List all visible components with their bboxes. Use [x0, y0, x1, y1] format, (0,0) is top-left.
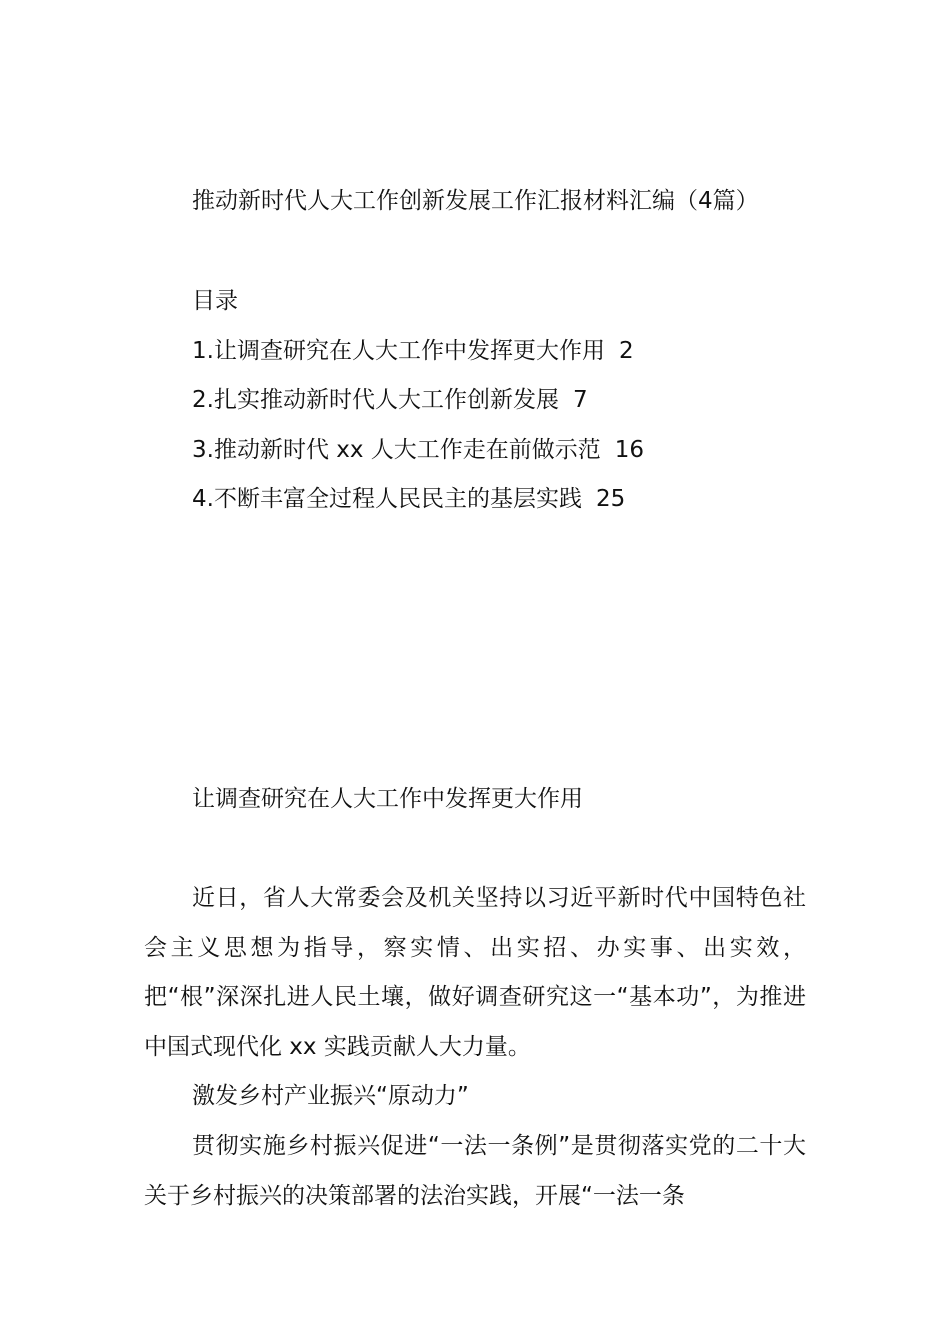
toc-item-page: 2: [618, 338, 634, 364]
toc-item-label: 3.推动新时代 xx 人大工作走在前做示范: [192, 437, 601, 463]
subheading: 激发乡村产业振兴“原动力”: [192, 1083, 469, 1109]
toc-item-label: 1.让调查研究在人大工作中发挥更大作用: [192, 338, 605, 364]
section-title: 让调查研究在人大工作中发挥更大作用: [192, 786, 583, 812]
toc-item-page: 16: [614, 437, 645, 463]
toc-item-page: 25: [595, 486, 626, 512]
toc-item[interactable]: [192, 484, 625, 514]
toc-item-label: 2.扎实推动新时代人大工作创新发展: [192, 387, 559, 413]
toc-item[interactable]: [192, 385, 588, 415]
toc-item-page: 7: [572, 387, 588, 413]
body-paragraph: 近日，省人大常委会及机关坚持以习近平新时代中国特色社会主义思想为指导，察实情、出实招、办实事、出实效，把“根”深深扎进人民土壤，做好调查研究这一“基本功”，为推进中国式现代化 xx 实践贡献人大力量。: [144, 885, 806, 1060]
toc-item[interactable]: [192, 336, 634, 366]
body-paragraph: 贯彻实施乡村振兴促进“一法一条例”是贯彻落实党的二十大关于乡村振兴的决策部署的法治实践，开展“一法一条: [144, 1133, 806, 1209]
document-title: 推动新时代人大工作创新发展工作汇报材料汇编（4篇）: [192, 188, 759, 214]
toc-heading: 目录: [192, 288, 238, 314]
toc-item[interactable]: [192, 435, 644, 465]
toc-item-label: 4.不断丰富全过程人民民主的基层实践: [192, 486, 582, 512]
